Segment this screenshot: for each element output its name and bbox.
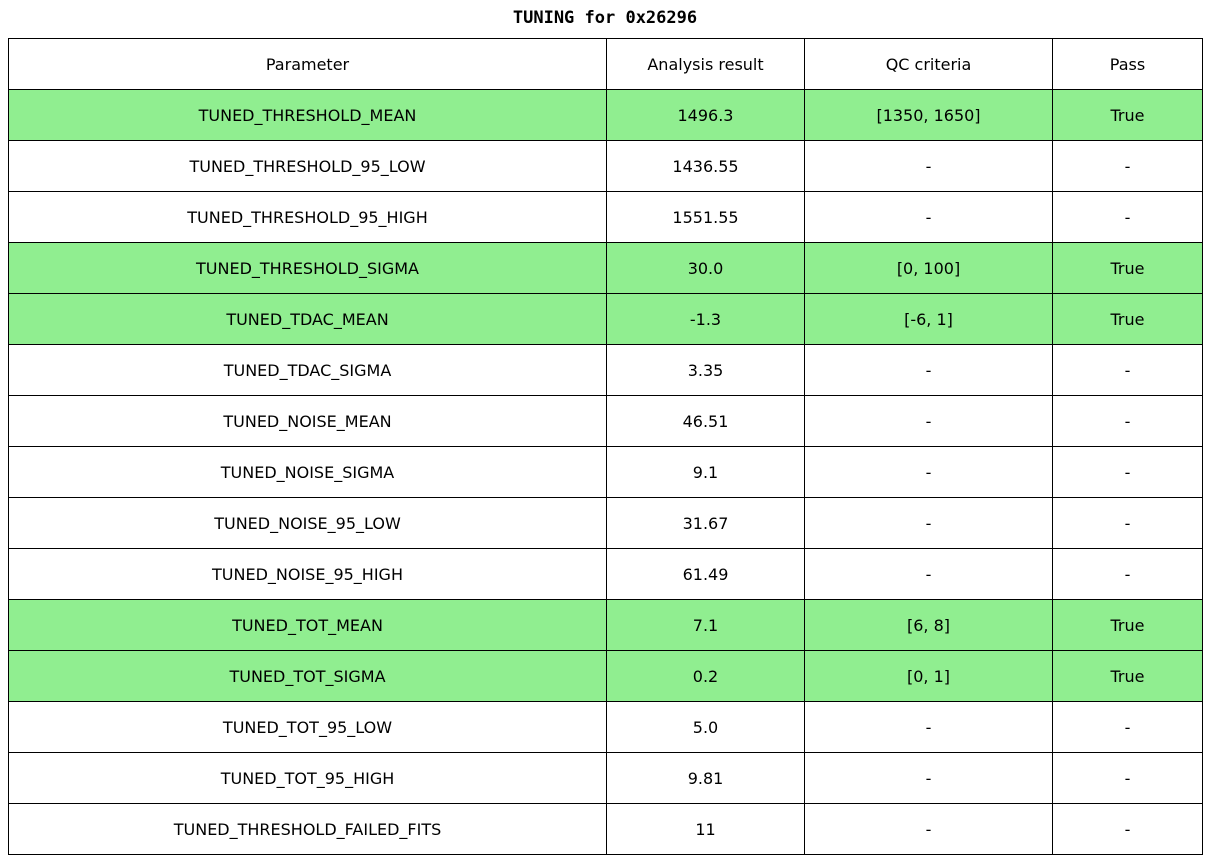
cell-analysis-result: 31.67 <box>607 498 805 549</box>
column-header-pass: Pass <box>1053 39 1203 90</box>
cell-analysis-result: 1436.55 <box>607 141 805 192</box>
column-header-analysis-result: Analysis result <box>607 39 805 90</box>
cell-parameter: TUNED_THRESHOLD_MEAN <box>9 90 607 141</box>
table-row <box>9 141 1203 192</box>
cell-parameter: TUNED_THRESHOLD_95_HIGH <box>9 192 607 243</box>
cell-pass: True <box>1053 600 1203 651</box>
cell-analysis-result: 30.0 <box>607 243 805 294</box>
cell-parameter: TUNED_TOT_SIGMA <box>9 651 607 702</box>
cell-qc-criteria: [0, 1] <box>805 651 1053 702</box>
table-row <box>9 294 1203 345</box>
cell-parameter: TUNED_TOT_95_HIGH <box>9 753 607 804</box>
table-row <box>9 804 1203 855</box>
table-row <box>9 549 1203 600</box>
cell-parameter: TUNED_THRESHOLD_95_LOW <box>9 141 607 192</box>
cell-analysis-result: 7.1 <box>607 600 805 651</box>
cell-qc-criteria: [-6, 1] <box>805 294 1053 345</box>
table-row <box>9 651 1203 702</box>
cell-analysis-result: 5.0 <box>607 702 805 753</box>
cell-qc-criteria: - <box>805 549 1053 600</box>
table-container <box>0 38 1210 855</box>
cell-pass: - <box>1053 447 1203 498</box>
table-row <box>9 243 1203 294</box>
cell-qc-criteria: - <box>805 396 1053 447</box>
cell-pass: True <box>1053 90 1203 141</box>
cell-pass: - <box>1053 141 1203 192</box>
table-row <box>9 498 1203 549</box>
cell-qc-criteria: [1350, 1650] <box>805 90 1053 141</box>
cell-qc-criteria: [6, 8] <box>805 600 1053 651</box>
table-row <box>9 447 1203 498</box>
cell-qc-criteria: - <box>805 141 1053 192</box>
cell-qc-criteria: - <box>805 702 1053 753</box>
cell-pass: True <box>1053 651 1203 702</box>
table-row <box>9 90 1203 141</box>
qc-results-table <box>8 38 1203 855</box>
cell-pass: - <box>1053 345 1203 396</box>
column-header-qc-criteria: QC criteria <box>805 39 1053 90</box>
cell-analysis-result: 46.51 <box>607 396 805 447</box>
table-row <box>9 600 1203 651</box>
cell-qc-criteria: - <box>805 804 1053 855</box>
cell-analysis-result: 9.1 <box>607 447 805 498</box>
cell-pass: - <box>1053 549 1203 600</box>
table-row <box>9 702 1203 753</box>
table-row <box>9 396 1203 447</box>
cell-parameter: TUNED_TOT_95_LOW <box>9 702 607 753</box>
cell-parameter: TUNED_NOISE_SIGMA <box>9 447 607 498</box>
cell-pass: - <box>1053 396 1203 447</box>
cell-pass: - <box>1053 192 1203 243</box>
cell-pass: - <box>1053 702 1203 753</box>
cell-qc-criteria: - <box>805 345 1053 396</box>
table-header-row <box>9 39 1203 90</box>
cell-parameter: TUNED_THRESHOLD_SIGMA <box>9 243 607 294</box>
cell-pass: True <box>1053 294 1203 345</box>
cell-pass: - <box>1053 804 1203 855</box>
table-row <box>9 345 1203 396</box>
cell-qc-criteria: - <box>805 498 1053 549</box>
table-row <box>9 192 1203 243</box>
cell-analysis-result: 1551.55 <box>607 192 805 243</box>
cell-pass: - <box>1053 498 1203 549</box>
column-header-parameter: Parameter <box>9 39 607 90</box>
cell-analysis-result: 11 <box>607 804 805 855</box>
page-title: TUNING for 0x26296 <box>512 8 698 28</box>
cell-analysis-result: 9.81 <box>607 753 805 804</box>
table-body <box>9 39 1203 855</box>
cell-parameter: TUNED_NOISE_95_HIGH <box>9 549 607 600</box>
cell-parameter: TUNED_NOISE_MEAN <box>9 396 607 447</box>
cell-parameter: TUNED_NOISE_95_LOW <box>9 498 607 549</box>
cell-qc-criteria: [0, 100] <box>805 243 1053 294</box>
cell-pass: True <box>1053 243 1203 294</box>
cell-parameter: TUNED_TDAC_SIGMA <box>9 345 607 396</box>
cell-qc-criteria: - <box>805 753 1053 804</box>
table-row <box>9 753 1203 804</box>
cell-analysis-result: 1496.3 <box>607 90 805 141</box>
cell-analysis-result: 61.49 <box>607 549 805 600</box>
cell-pass: - <box>1053 753 1203 804</box>
cell-qc-criteria: - <box>805 192 1053 243</box>
cell-analysis-result: 0.2 <box>607 651 805 702</box>
cell-parameter: TUNED_TDAC_MEAN <box>9 294 607 345</box>
cell-analysis-result: 3.35 <box>607 345 805 396</box>
cell-analysis-result: -1.3 <box>607 294 805 345</box>
cell-qc-criteria: - <box>805 447 1053 498</box>
cell-parameter: TUNED_THRESHOLD_FAILED_FITS <box>9 804 607 855</box>
cell-parameter: TUNED_TOT_MEAN <box>9 600 607 651</box>
